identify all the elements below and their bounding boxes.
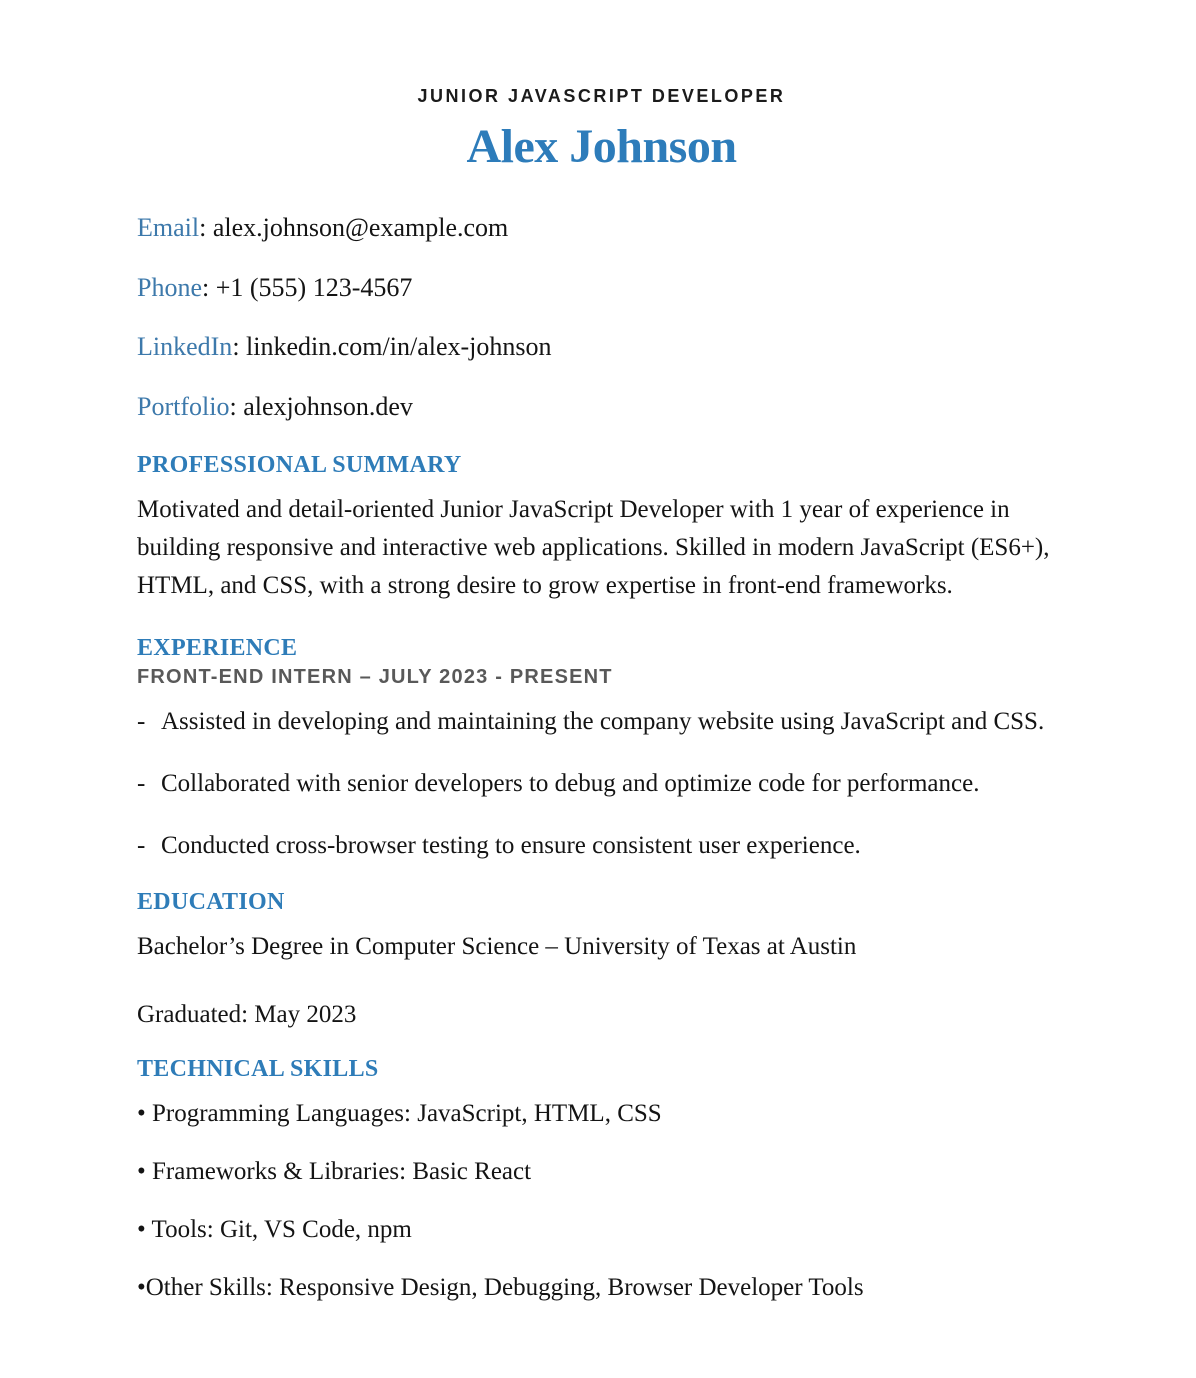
contact-label-portfolio: Portfolio bbox=[137, 391, 230, 421]
contact-value-linkedin: linkedin.com/in/alex-johnson bbox=[246, 332, 552, 362]
summary-body: Motivated and detail-oriented Junior JavaScript Developer with 1 year of experience in building responsive and interactive web applications. Skilled in modern JavaScript (ES6+), HTML, and CSS, with a strong desire to grow expertise in front-end frameworks. bbox=[137, 496, 1050, 600]
contact-label-phone: Phone bbox=[137, 272, 202, 302]
resume-header bbox=[137, 86, 1066, 174]
experience-bullet-list bbox=[137, 703, 1066, 865]
contact-separator: : bbox=[229, 391, 244, 421]
education-graduated: Graduated: May 2023 bbox=[137, 1001, 357, 1029]
bullet-marker: - bbox=[137, 708, 146, 736]
education-heading: EDUCATION bbox=[137, 889, 285, 916]
bullet-marker: - bbox=[137, 770, 146, 798]
summary-section bbox=[137, 452, 1066, 605]
skill-item: •Other Skills: Responsive Design, Debugging, Browser Developer Tools bbox=[137, 1274, 864, 1302]
education-degree: Bachelor’s Degree in Computer Science – University of Texas at Austin bbox=[137, 933, 857, 961]
contact-separator: : bbox=[232, 332, 247, 362]
experience-bullet-text: Collaborated with senior developers to debug and optimize code for performance. bbox=[161, 770, 980, 798]
experience-bullet-text: Assisted in developing and maintaining the company website using JavaScript and CSS. bbox=[161, 708, 1045, 736]
education-section bbox=[137, 889, 1066, 1034]
summary-heading: PROFESSIONAL SUMMARY bbox=[137, 452, 462, 479]
person-name: Alex Johnson bbox=[466, 120, 737, 173]
experience-section bbox=[137, 635, 1066, 865]
experience-bullet-text: Conducted cross-browser testing to ensure consistent user experience. bbox=[161, 832, 861, 860]
contact-value-phone: +1 (555) 123-4567 bbox=[215, 272, 413, 302]
bullet-marker: - bbox=[137, 832, 146, 860]
contact-separator: : bbox=[202, 272, 216, 302]
skill-item: • Tools: Git, VS Code, npm bbox=[137, 1216, 412, 1244]
skill-item: • Programming Languages: JavaScript, HTML, CSS bbox=[137, 1100, 662, 1128]
contact-line-portfolio bbox=[137, 393, 1066, 422]
contact-value-portfolio: alexjohnson.dev bbox=[243, 391, 413, 421]
skill-item: • Frameworks & Libraries: Basic React bbox=[137, 1158, 532, 1186]
experience-bullet bbox=[137, 703, 1066, 741]
contact-label-linkedin: LinkedIn bbox=[137, 332, 233, 362]
contact-line-email bbox=[137, 214, 1066, 243]
skills-section bbox=[137, 1056, 1066, 1307]
experience-subheading: FRONT-END INTERN – JULY 2023 - PRESENT bbox=[137, 666, 613, 689]
role-title: JUNIOR JAVASCRIPT DEVELOPER bbox=[417, 86, 786, 106]
contact-separator: : bbox=[199, 213, 213, 242]
experience-bullet bbox=[137, 765, 1066, 803]
experience-heading: EXPERIENCE bbox=[137, 635, 298, 662]
contact-value-email: alex.johnson@example.com bbox=[212, 213, 509, 242]
contact-line-linkedin bbox=[137, 333, 1066, 362]
skills-list bbox=[137, 1095, 1066, 1307]
contact-label-email: Email bbox=[137, 213, 200, 242]
contact-section bbox=[137, 214, 1066, 421]
contact-line-phone bbox=[137, 274, 1066, 303]
experience-bullet bbox=[137, 827, 1066, 865]
skills-heading: TECHNICAL SKILLS bbox=[137, 1056, 379, 1083]
